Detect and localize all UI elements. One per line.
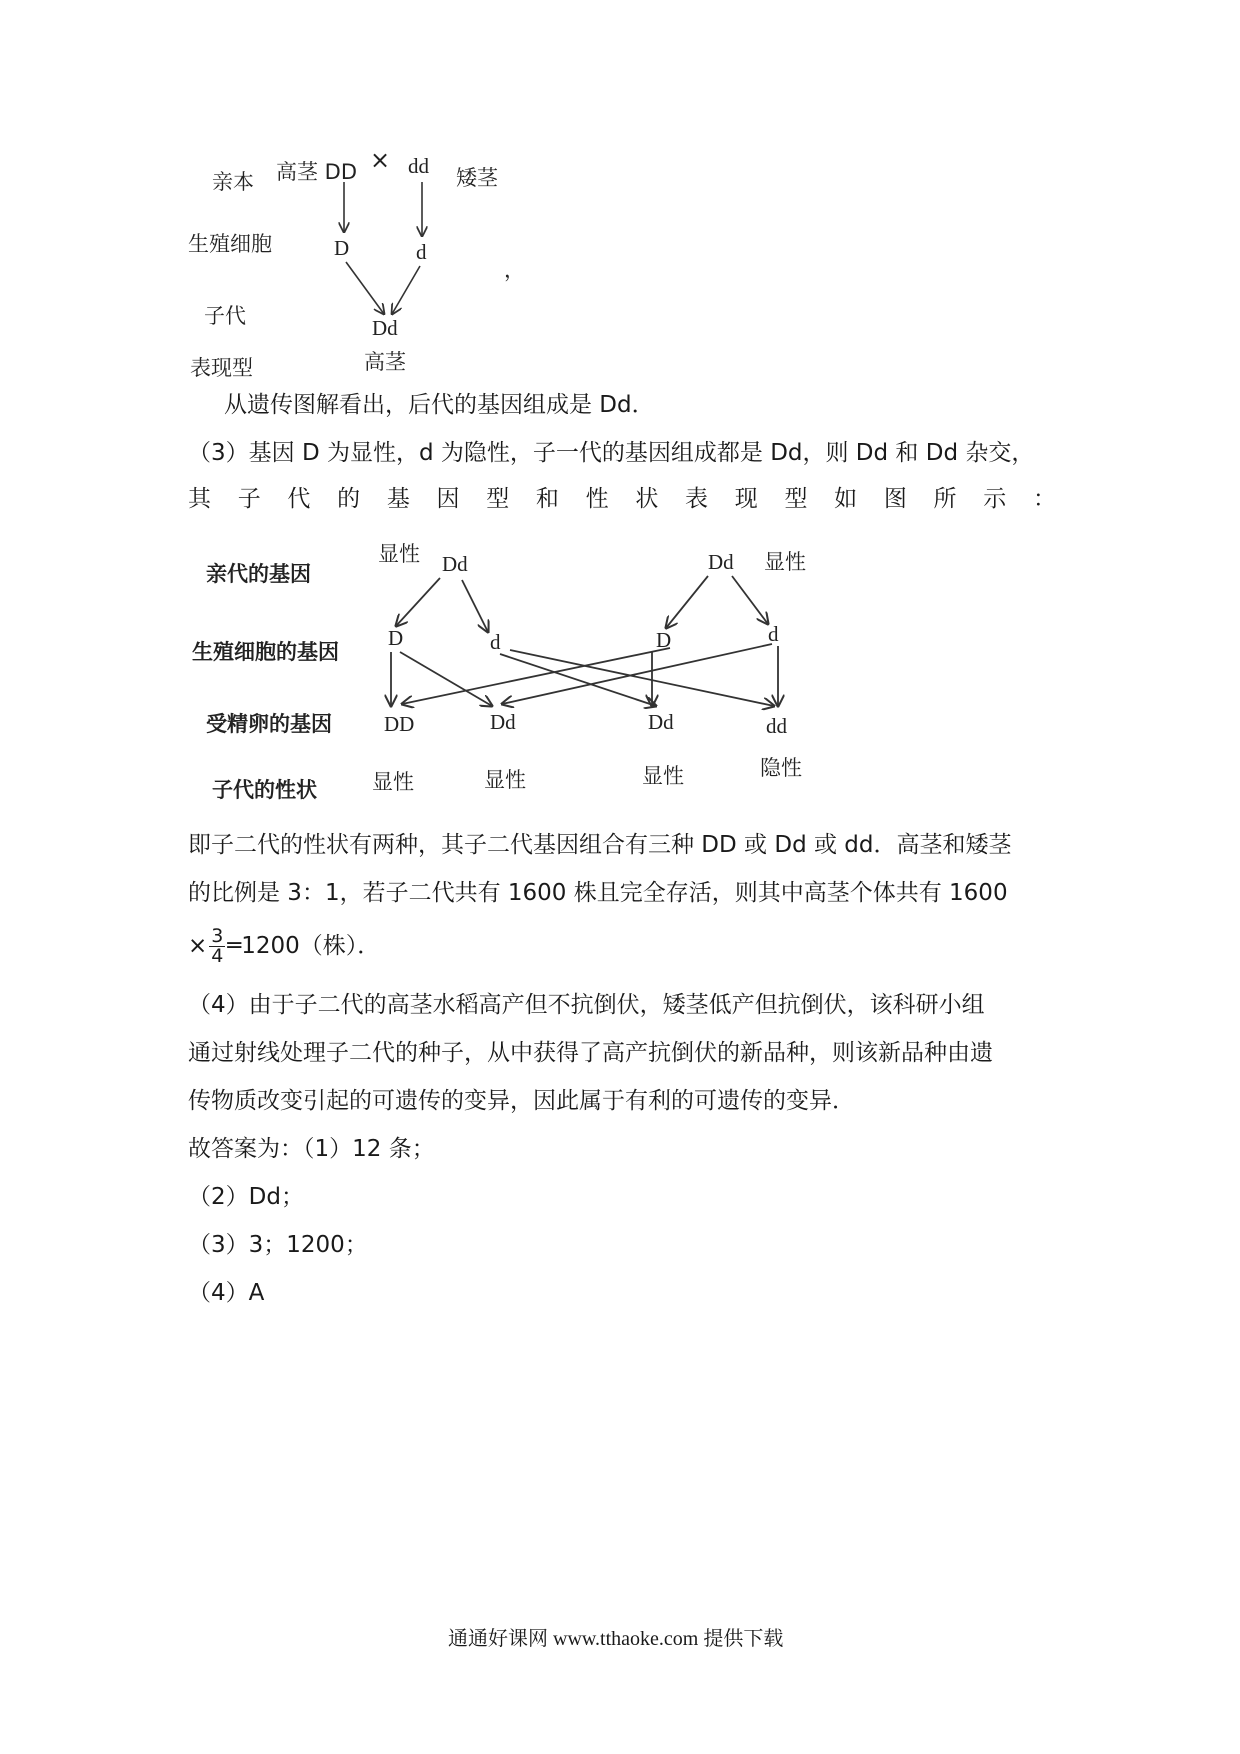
char: 基	[386, 486, 410, 512]
gamete-left: D	[334, 236, 350, 260]
paragraph-4-line-1: （4）由于子二代的高茎水稻高产但不抗倒伏，矮茎低产但抗倒伏，该科研小组	[188, 992, 985, 1018]
arrow-pl-to-g2	[462, 580, 488, 632]
trailing-comma: ，	[504, 258, 525, 282]
trait-1: 显性	[372, 770, 414, 794]
gamete-right: d	[416, 240, 427, 264]
zygote-3: Dd	[648, 710, 674, 734]
char: 如	[834, 486, 858, 512]
row-label-gamete-gene: 生殖细胞的基因	[192, 640, 339, 664]
char: 所	[933, 486, 957, 512]
answer-intro: 故答案为：（1）12 条；	[188, 1136, 435, 1162]
parent-right-genotype: Dd	[708, 550, 734, 574]
paragraph-2-line-1: （3）基因 D 为显性，d 为隐性，子一代的基因组成都是 Dd，则 Dd 和 Dd 杂交，	[188, 440, 1035, 466]
paragraph-3-line-1: 即子二代的性状有两种，其子二代基因组合有三种 DD 或 Dd 或 dd．高茎和矮茎	[188, 832, 1012, 858]
char: 图	[883, 486, 907, 512]
char: 因	[436, 486, 460, 512]
trait-2: 显性	[484, 768, 526, 792]
trait-4: 隐性	[760, 756, 802, 780]
char: 现	[734, 486, 758, 512]
arrow-g2-to-z4	[510, 650, 774, 706]
gamete-2: d	[490, 630, 501, 654]
char: 代	[287, 486, 311, 512]
parent-right-label: 矮茎	[456, 166, 498, 190]
row-label-zygote-gene: 受精卵的基因	[206, 712, 332, 736]
zygote-1: DD	[384, 712, 415, 736]
char: 性	[585, 486, 609, 512]
gamete-4: d	[768, 622, 779, 646]
row-label-offspring-trait: 子代的性状	[212, 778, 317, 802]
answer-2: （2）Dd；	[188, 1184, 304, 1210]
cross-symbol: ×	[370, 146, 391, 174]
char: 的	[337, 486, 361, 512]
paragraph-3-line-2: 的比例是 3：1，若子二代共有 1600 株且完全存活，则其中高茎个体共有 1600	[188, 880, 1008, 906]
zygote-4: dd	[766, 714, 787, 738]
parent-right-trait: 显性	[764, 550, 806, 574]
char: ：	[1032, 486, 1056, 512]
multiply-sign: ×	[188, 933, 208, 959]
row-label-parent-gene: 亲代的基因	[206, 562, 311, 586]
parent-right: dd	[408, 154, 429, 178]
paragraph-3-line-3	[188, 924, 380, 968]
result-text: ═1200（株）．	[227, 933, 381, 959]
offspring-phenotype: 高茎	[364, 350, 406, 374]
arrow-pr-to-g4	[732, 576, 768, 624]
row-label-offspring: 子代	[204, 304, 246, 328]
char: 表	[685, 486, 709, 512]
answer-4: （4）A	[188, 1280, 265, 1306]
parent-left-genotype: Dd	[442, 552, 468, 576]
offspring-genotype: Dd	[372, 316, 398, 340]
fraction-denominator: 4	[211, 944, 224, 967]
fraction-numerator: 3	[211, 924, 224, 947]
gamete-3: D	[656, 628, 672, 652]
char: 其	[188, 486, 211, 512]
paragraph-4-line-2: 通过射线处理子二代的种子，从中获得了高产抗倒伏的新品种，则该新品种由遗	[188, 1040, 993, 1066]
zygote-2: Dd	[490, 710, 516, 734]
answer-3: （3）3；1200；	[188, 1232, 368, 1258]
fraction	[209, 924, 225, 967]
char: 示	[983, 486, 1007, 512]
parent-left-trait: 显性	[378, 542, 420, 566]
arrow-g2-to-z3	[500, 654, 656, 706]
page-footer: 通通好课网 www.tthaoke.com 提供下载	[448, 1628, 784, 1650]
paragraph-1: 从遗传图解看出，后代的基因组成是 Dd．	[224, 392, 655, 418]
paragraph-4-line-3: 传物质改变引起的可遗传的变异，因此属于有利的可遗传的变异．	[188, 1088, 855, 1114]
arrow-pr-to-g3	[666, 576, 708, 628]
parent-left: 高茎 DD	[276, 160, 358, 184]
char: 状	[635, 486, 659, 512]
arrow-pl-to-g1	[396, 578, 440, 626]
row-label-gamete: 生殖细胞	[188, 232, 272, 256]
arrow-g1-to-z2	[400, 652, 492, 706]
gamete-1: D	[388, 626, 404, 650]
char: 型	[486, 486, 510, 512]
char: 和	[535, 486, 559, 512]
trait-3: 显性	[642, 764, 684, 788]
char: 子	[237, 486, 261, 512]
row-label-parent: 亲本	[212, 170, 254, 194]
char: 型	[784, 486, 808, 512]
row-label-phenotype: 表现型	[190, 356, 253, 380]
